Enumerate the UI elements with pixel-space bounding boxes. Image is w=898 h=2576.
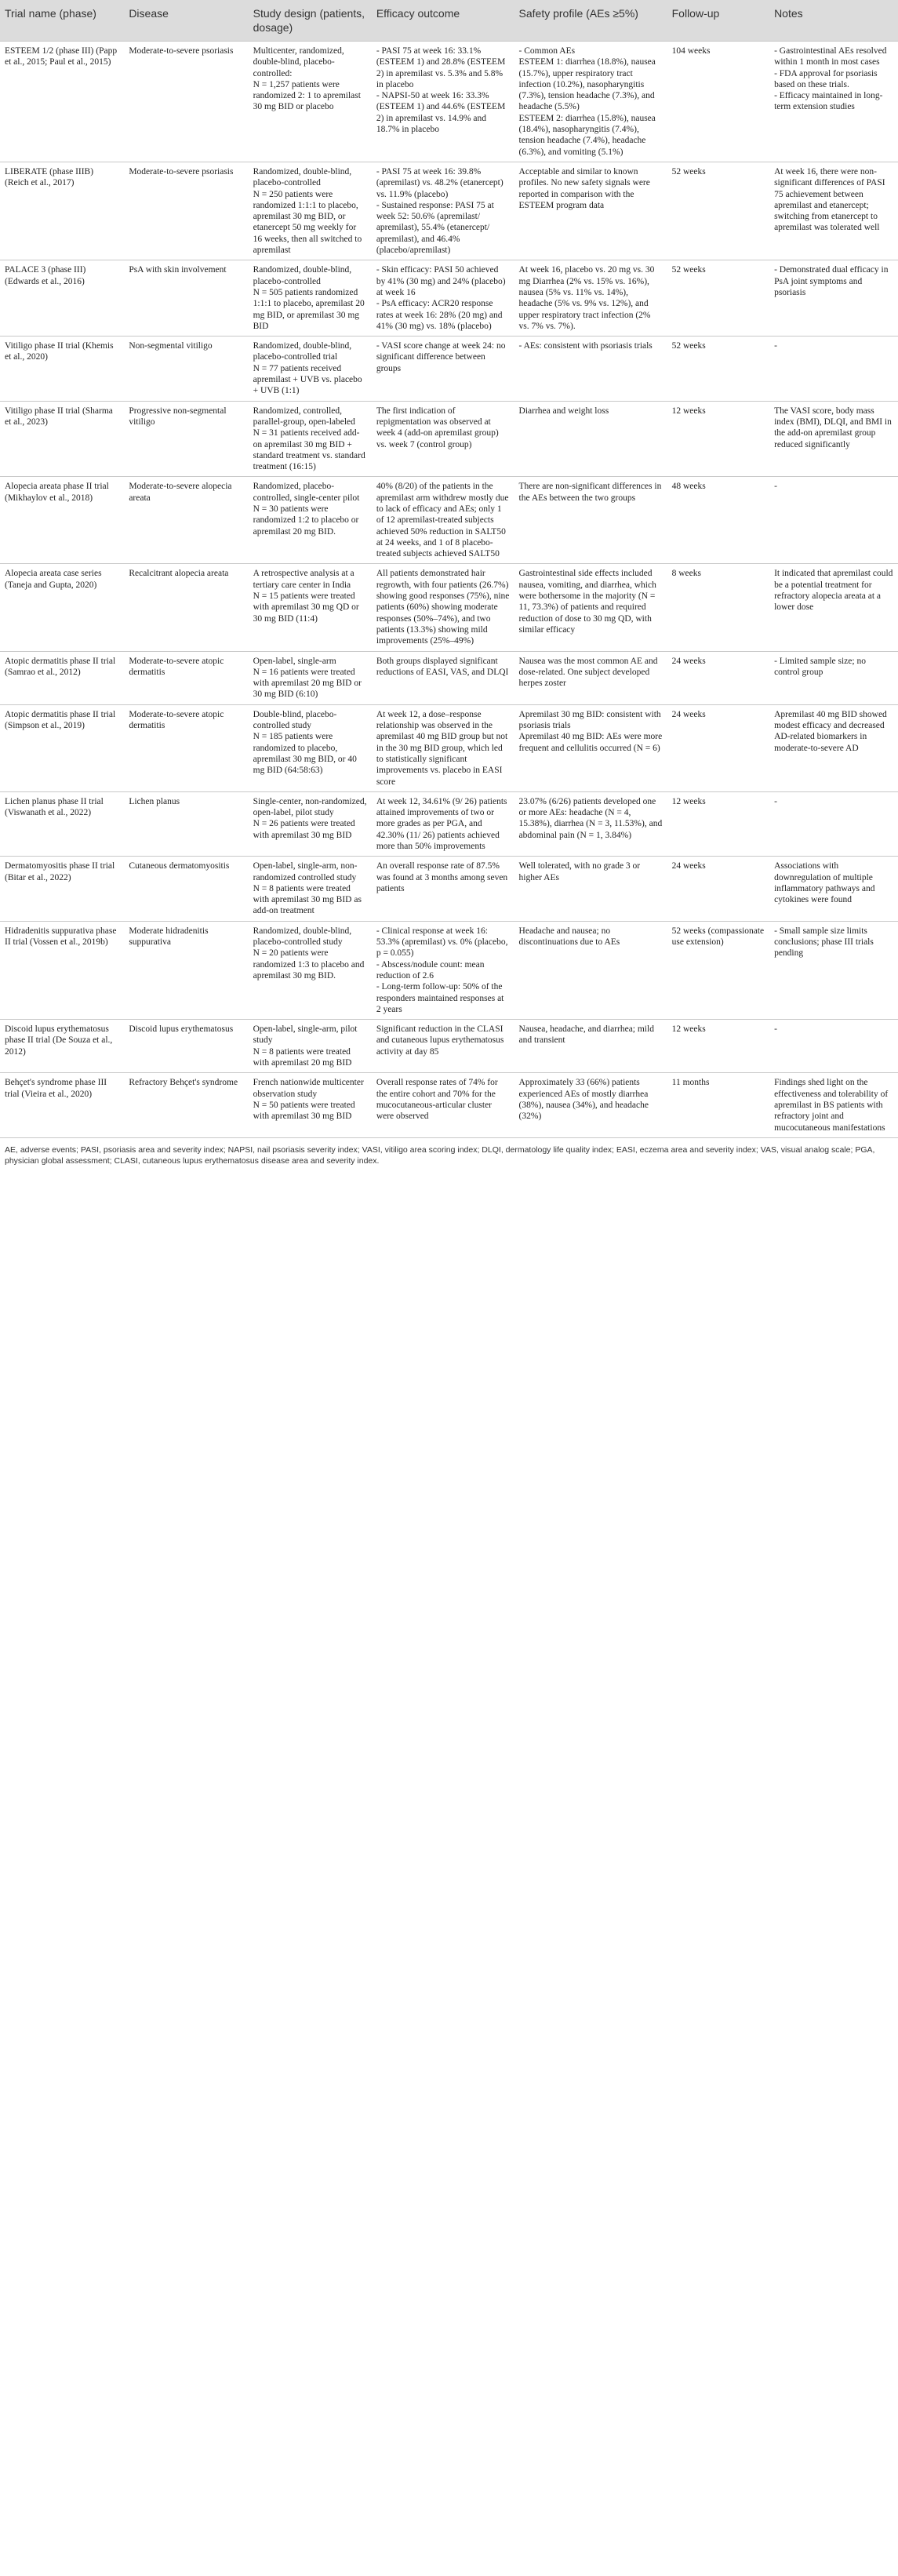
cell-study-design-text: Double-blind, placebo-controlled study N = 185 patients were randomized to placebo, apremilast 30 mg BID, or 40 mg BID (64:58:63) [253,709,357,776]
cell-study-design [249,704,372,791]
cell-safety-profile [514,260,667,337]
cell-efficacy-outcome-text: - VASI score change at week 24: no significant difference between groups [376,341,506,373]
cell-follow-up-text: 52 weeks (compassionate use extension) [671,926,765,948]
cell-safety-profile-text: Apremilast 30 mg BID: consistent with psoriasis trials Apremilast 40 mg BID: AEs were more frequent and cellulitis occurred (N = 6) [518,709,663,753]
cell-efficacy-outcome [372,704,514,791]
cell-study-design [249,1020,372,1073]
cell-efficacy-outcome [372,260,514,337]
cell-trial-name-text: Alopecia areata phase II trial (Mikhaylov et al., 2018) [5,482,109,503]
cell-safety-profile-text: There are non-significant differences in the AEs between the two groups [518,482,662,503]
cell-follow-up-text: 12 weeks [671,796,706,806]
cell-study-design [249,42,372,162]
cell-follow-up-text: 12 weeks [671,406,706,416]
cell-efficacy-outcome [372,564,514,651]
cell-trial-name [0,921,124,1019]
cell-trial-name-text: Vitiligo phase II trial (Khemis et al., 2020) [5,341,114,362]
cell-notes [769,1073,898,1137]
cell-efficacy-outcome-text: Both groups displayed significant reductions of EASI, VAS, and DLQI [376,656,509,677]
cell-follow-up [667,42,769,162]
cell-study-design [249,477,372,564]
cell-disease-text: Progressive non-segmental vitiligo [129,406,227,427]
cell-safety-profile-text: Well tolerated, with no grade 3 or higher AEs [518,861,641,882]
cell-notes [769,857,898,921]
cell-study-design-text: French nationwide multicenter observation study N = 50 patients were treated with apremilast 30 mg BID [253,1078,364,1122]
cell-trial-name [0,337,124,401]
cell-study-design-text: Randomized, double-blind, placebo-controlled N = 505 patients randomized 1:1:1 to placebo, apremilast 20 mg BID, or apremilast 30 mg BID [253,265,365,331]
cell-disease-text: PsA with skin involvement [129,265,227,275]
cell-follow-up-text: 52 weeks [671,166,706,176]
cell-disease [124,260,248,337]
cell-notes-text: - Limited sample size; no control group [774,656,866,677]
cell-safety-profile [514,791,667,856]
cell-trial-name [0,42,124,162]
cell-follow-up [667,1020,769,1073]
cell-disease-text: Moderate hidradenitis suppurativa [129,926,209,948]
cell-trial-name [0,704,124,791]
cell-notes [769,260,898,337]
table-row [0,1020,898,1073]
cell-notes [769,401,898,477]
cell-efficacy-outcome [372,162,514,260]
cell-notes-text: Associations with downregulation of multiple inflammatory pathways and cytokines were found [774,861,875,905]
cell-efficacy-outcome [372,857,514,921]
cell-study-design [249,260,372,337]
cell-safety-profile-text: Approximately 33 (66%) patients experienced AEs of mostly diarrhea (38%), nausea (34%), and headache (32%) [518,1078,649,1122]
cell-trial-name-text: Behçet's syndrome phase III trial (Vieira et al., 2020) [5,1078,107,1099]
table-body [0,42,898,1138]
cell-follow-up [667,1073,769,1137]
cell-trial-name [0,401,124,477]
cell-follow-up [667,337,769,401]
cell-notes [769,477,898,564]
cell-disease-text: Moderate-to-severe atopic dermatitis [129,656,224,677]
cell-follow-up-text: 8 weeks [671,569,701,579]
table-row [0,42,898,162]
cell-safety-profile-text: Nausea was the most common AE and dose-related. One subject developed herpes zoster [518,656,658,689]
table-row [0,564,898,651]
cell-follow-up [667,260,769,337]
cell-follow-up [667,921,769,1019]
cell-follow-up [667,564,769,651]
cell-study-design-text: Single-center, non-randomized, open-label, pilot study N = 26 patients were treated with apremilast 30 mg BID [253,796,367,840]
cell-safety-profile-text: Headache and nausea; no discontinuations due to AEs [518,926,620,948]
table-row [0,921,898,1019]
cell-follow-up-text: 24 weeks [671,709,706,719]
cell-efficacy-outcome-text: At week 12, a dose–response relationship was observed in the apremilast 40 mg BID group but not in the 30 mg BID group, which led to statistically significant improvements vs. placebo in EASI score [376,709,508,787]
cell-notes-text: At week 16, there were non-significant differences of PASI 75 achievement between apremilast and etanercept; switching from etanercept to apremilast was tolerated well [774,166,885,233]
cell-trial-name [0,857,124,921]
trials-table [0,0,898,1138]
cell-notes [769,1020,898,1073]
cell-safety-profile [514,921,667,1019]
cell-safety-profile [514,651,667,704]
cell-trial-name-text: Lichen planus phase II trial (Viswanath et al., 2022) [5,796,104,818]
cell-efficacy-outcome [372,1020,514,1073]
cell-efficacy-outcome-text: At week 12, 34.61% (9/ 26) patients attained improvements of two or more grades as per PGA, and 42.30% (11/ 26) patients achieved more than 50% improvements [376,796,507,851]
cell-efficacy-outcome-text: All patients demonstrated hair regrowth, with four patients (26.7%) showing good responses (75%), nine patients (60%) showing moderate responses (50%–74%), and two patients (13.3%) showing mild improvements (25%–49%) [376,569,510,646]
header-trial: Trial name (phase) [0,0,124,42]
table-row [0,791,898,856]
cell-trial-name-text: Discoid lupus erythematosus phase II trial (De Souza et al., 2012) [5,1024,113,1057]
header-safety: Safety profile (AEs ≥5%) [514,0,667,42]
cell-follow-up [667,401,769,477]
cell-efficacy-outcome-text: - Skin efficacy: PASI 50 achieved by 41% (30 mg) and 24% (placebo) at week 16 - PsA efficacy: ACR20 response rates at week 16: 28% (20 mg) and 41% (30 mg) vs. 18% (placebo) [376,265,506,331]
cell-follow-up [667,857,769,921]
cell-disease-text: Moderate-to-severe psoriasis [129,166,234,176]
cell-trial-name [0,477,124,564]
cell-study-design [249,857,372,921]
header-efficacy: Efficacy outcome [372,0,514,42]
cell-follow-up-text: 52 weeks [671,265,706,275]
cell-study-design [249,337,372,401]
cell-notes-text: It indicated that apremilast could be a potential treatment for refractory alopecia areata at a lower dose [774,569,893,613]
cell-safety-profile [514,42,667,162]
table-row [0,477,898,564]
cell-notes-text: - [774,482,777,492]
cell-safety-profile [514,857,667,921]
cell-safety-profile [514,401,667,477]
cell-notes-text: - Gastrointestinal AEs resolved within 1 month in most cases - FDA approval for psoriasis based on these trials. - Efficacy maintained in long-term extension studies [774,46,887,112]
cell-trial-name-text: Alopecia areata case series (Taneja and Gupta, 2020) [5,569,102,590]
cell-follow-up [667,651,769,704]
cell-notes [769,42,898,162]
cell-study-design-text: Open-label, single-arm N = 16 patients were treated with apremilast 20 mg BID or 30 mg BID (6:10) [253,656,362,700]
table-header-row [0,0,898,42]
cell-safety-profile-text: 23.07% (6/26) patients developed one or more AEs: headache (N = 4, 15.38%), diarrhea (N = 3, 11.53%), and abdominal pain (N = 1, 3.84%) [518,796,663,840]
cell-follow-up [667,791,769,856]
cell-study-design-text: Randomized, placebo-controlled, single-center pilot N = 30 patients were randomized 1:2 to placebo or apremilast 20 mg BID. [253,482,360,537]
table-row [0,401,898,477]
cell-study-design [249,791,372,856]
table-footnote: AE, adverse events; PASI, psoriasis area and severity index; NAPSI, nail psoriasis severity index; VASI, vitiligo area scoring index; DLQI, dermatology life quality index; EASI, eczema area and severity index; VAS, visual analog scale; PGA, physician global assessment; CLASI, cutaneous lupus erythematosus disease area and severity index. [5,1144,875,1166]
cell-trial-name-text: Atopic dermatitis phase II trial (Simpson et al., 2019) [5,709,116,731]
cell-trial-name [0,162,124,260]
cell-disease [124,791,248,856]
cell-study-design [249,651,372,704]
cell-trial-name-text: ESTEEM 1/2 (phase III) (Papp et al., 2015; Paul et al., 2015) [5,46,118,67]
header-notes: Notes [769,0,898,42]
cell-notes-text: - [774,796,777,806]
cell-follow-up-text: 24 weeks [671,656,706,666]
cell-notes [769,791,898,856]
cell-safety-profile-text: Nausea, headache, and diarrhea; mild and transient [518,1024,654,1046]
cell-trial-name-text: LIBERATE (phase IIIB) (Reich et al., 2017) [5,166,94,188]
header-design: Study design (patients, dosage) [249,0,372,42]
cell-follow-up-text: 48 weeks [671,482,706,492]
cell-study-design-text: Randomized, controlled, parallel-group, open-labeled N = 31 patients received add-on apremilast 30 mg BID + standard treatment vs. standard treatment (16:15) [253,406,365,472]
cell-safety-profile [514,704,667,791]
cell-disease-text: Moderate-to-severe alopecia areata [129,482,232,503]
cell-safety-profile-text: Gastrointestinal side effects included nausea, vomiting, and diarrhea, which were bothersome in the majority (N = 11, 73.3%) of patients and required reduction of dose to 30 mg QD, with similar efficacy [518,569,656,635]
cell-follow-up [667,162,769,260]
cell-safety-profile [514,564,667,651]
cell-follow-up-text: 24 weeks [671,861,706,871]
cell-study-design [249,1073,372,1137]
cell-study-design [249,401,372,477]
cell-disease [124,162,248,260]
cell-disease-text: Non-segmental vitiligo [129,341,213,351]
cell-disease [124,704,248,791]
cell-disease [124,401,248,477]
cell-safety-profile [514,477,667,564]
cell-disease-text: Discoid lupus erythematosus [129,1024,234,1035]
cell-study-design [249,162,372,260]
cell-efficacy-outcome-text: - PASI 75 at week 16: 39.8% (apremilast) vs. 48.2% (etanercept) vs. 11.9% (placebo) - Sustained response: PASI 75 at week 52: 50.6% (apremilast/ apremilast), 55.4% (etanercept/ apremilast), and 46.4% (placebo/apremilast) [376,166,504,256]
cell-notes-text: Findings shed light on the effectiveness and tolerability of apremilast in BS patients with refractory joint and mucocutaneous manifestations [774,1078,889,1133]
cell-safety-profile [514,337,667,401]
table-row [0,337,898,401]
cell-efficacy-outcome [372,337,514,401]
cell-disease [124,921,248,1019]
cell-trial-name-text: Atopic dermatitis phase II trial (Samrao et al., 2012) [5,656,116,677]
cell-follow-up-text: 12 weeks [671,1024,706,1035]
cell-study-design-text: A retrospective analysis at a tertiary care center in India N = 15 patients were treated with apremilast 30 mg QD or 30 mg BID (11:4) [253,569,359,624]
table-row [0,857,898,921]
cell-safety-profile-text: Acceptable and similar to known profiles. No new safety signals were reported in comparison with the ESTEEM program data [518,166,650,210]
cell-efficacy-outcome-text: An overall response rate of 87.5% was found at 3 months among seven patients [376,861,508,893]
cell-safety-profile [514,1020,667,1073]
table-row [0,260,898,337]
cell-trial-name [0,791,124,856]
cell-efficacy-outcome-text: The first indication of repigmentation was observed at week 4 (add-on apremilast group) vs. week 7 (control group) [376,406,499,449]
table-row [0,162,898,260]
table-container [0,0,898,1174]
cell-efficacy-outcome-text: Significant reduction in the CLASI and cutaneous lupus erythematosus activity at day 85 [376,1024,504,1057]
cell-efficacy-outcome [372,1073,514,1137]
cell-notes [769,162,898,260]
cell-disease [124,1020,248,1073]
cell-disease [124,651,248,704]
cell-trial-name-text: Hidradenitis suppurativa phase II trial (Vossen et al., 2019b) [5,926,117,948]
cell-efficacy-outcome-text: Overall response rates of 74% for the entire cohort and 70% for the mucocutaneous-articular cluster were observed [376,1078,498,1122]
header-followup: Follow-up [667,0,769,42]
table-row [0,704,898,791]
cell-follow-up-text: 104 weeks [671,46,711,56]
cell-efficacy-outcome-text: - PASI 75 at week 16: 33.1% (ESTEEM 1) and 28.8% (ESTEEM 2) in apremilast vs. 5.3% and 5.8% in placebo - NAPSI-50 at week 16: 33.3% (ESTEEM 1) and 44.6% (ESTEEM 2) in apremilast vs. 14.9% and 18.7% in placebo [376,46,506,135]
cell-trial-name [0,651,124,704]
cell-follow-up-text: 52 weeks [671,341,706,351]
cell-efficacy-outcome [372,921,514,1019]
cell-disease-text: Refractory Behçet's syndrome [129,1078,238,1088]
cell-follow-up-text: 11 months [671,1078,710,1088]
cell-notes [769,704,898,791]
cell-safety-profile-text: - AEs: consistent with psoriasis trials [518,341,653,351]
cell-trial-name [0,564,124,651]
cell-notes [769,564,898,651]
cell-notes-text: - Small sample size limits conclusions; phase III trials pending [774,926,874,959]
cell-disease [124,337,248,401]
table-row [0,651,898,704]
cell-efficacy-outcome-text: 40% (8/20) of the patients in the apremilast arm withdrew mostly due to lack of efficacy and AEs; only 1 of 12 apremilast-treated subjects achieved 50% reduction in SALT50 at 24 weeks, and 1 of 8 placebo-treated subjects achieved SALT50 [376,482,509,559]
cell-notes [769,337,898,401]
cell-notes [769,921,898,1019]
cell-study-design-text: Randomized, double-blind, placebo-controlled study N = 20 patients were randomized 1:3 to placebo and apremilast 30 mg BID. [253,926,365,981]
header-disease: Disease [124,0,248,42]
cell-study-design-text: Randomized, double-blind, placebo-controlled N = 250 patients were randomized 1:1:1 to placebo, apremilast 30 mg BID, or etanercept 50 mg weekly for 16 weeks, then all switched to apremilast [253,166,362,256]
cell-disease [124,564,248,651]
cell-efficacy-outcome-text: - Clinical response at week 16: 53.3% (apremilast) vs. 0% (placebo, p = 0.055) - Abscess/nodule count: mean reduction of 2.6 - Long-term follow-up: 50% of the responders maintained responses at 2 years [376,926,508,1014]
cell-follow-up [667,704,769,791]
cell-disease-text: Moderate-to-severe atopic dermatitis [129,709,224,731]
cell-study-design-text: Randomized, double-blind, placebo-controlled trial N = 77 patients received apremilast + UVB vs. placebo + UVB (1:1) [253,341,362,396]
cell-trial-name-text: Vitiligo phase II trial (Sharma et al., 2023) [5,406,113,427]
cell-trial-name-text: PALACE 3 (phase III) (Edwards et al., 2016) [5,265,86,286]
cell-efficacy-outcome [372,401,514,477]
cell-notes-text: - [774,1024,777,1035]
cell-follow-up [667,477,769,564]
cell-trial-name [0,1073,124,1137]
cell-safety-profile [514,162,667,260]
cell-study-design-text: Multicenter, randomized, double-blind, placebo-controlled: N = 1,257 patients were randomized 2: 1 to apremilast 30 mg BID or placebo [253,46,361,112]
cell-safety-profile-text: At week 16, placebo vs. 20 mg vs. 30 mg Diarrhea (2% vs. 15% vs. 16%), nausea (5% vs. 11% vs. 14%), headache (5% vs. 9% vs. 12%), and upper respiratory tract infection (2% vs. 7% vs. 7%). [518,265,655,331]
cell-efficacy-outcome [372,477,514,564]
cell-notes-text: - Demonstrated dual efficacy in PsA joint symptoms and psoriasis [774,265,889,297]
cell-trial-name [0,1020,124,1073]
cell-study-design [249,921,372,1019]
cell-disease [124,857,248,921]
cell-notes-text: Apremilast 40 mg BID showed modest efficacy and decreased AD-related biomarkers in moderate-to-severe AD [774,709,887,753]
cell-efficacy-outcome [372,42,514,162]
cell-safety-profile-text: Diarrhea and weight loss [518,406,609,416]
cell-disease-text: Recalcitrant alopecia areata [129,569,229,579]
cell-notes-text: The VASI score, body mass index (BMI), DLQI, and BMI in the add-on apremilast group reduced significantly [774,406,892,449]
cell-notes [769,651,898,704]
cell-notes-text: - [774,341,777,351]
cell-study-design [249,564,372,651]
cell-safety-profile [514,1073,667,1137]
cell-disease [124,42,248,162]
cell-efficacy-outcome [372,651,514,704]
cell-efficacy-outcome [372,791,514,856]
cell-safety-profile-text: - Common AEs ESTEEM 1: diarrhea (18.8%), nausea (15.7%), upper respiratory tract infection (10.2%), nasopharyngitis (7.3%), tension headache (7.3%), and headache (5.5%) ESTEEM 2: diarrhea (15.8%), nausea (18.4%), nasopharyngitis (7.4%), tension headache (7.4%), headache (6.3%), and vomiting (5.1%) [518,46,656,157]
cell-disease-text: Cutaneous dermatomyositis [129,861,230,871]
cell-disease [124,1073,248,1137]
cell-trial-name-text: Dermatomyositis phase II trial (Bitar et al., 2022) [5,861,115,882]
cell-trial-name [0,260,124,337]
table-row [0,1073,898,1137]
cell-study-design-text: Open-label, single-arm, pilot study N = 8 patients were treated with apremilast 20 mg BID [253,1024,358,1068]
cell-disease [124,477,248,564]
cell-study-design-text: Open-label, single-arm, non-randomized controlled study N = 8 patients were treated with apremilast 30 mg BID as add-on treatment [253,861,362,916]
cell-disease-text: Lichen planus [129,796,180,806]
cell-disease-text: Moderate-to-severe psoriasis [129,46,234,56]
